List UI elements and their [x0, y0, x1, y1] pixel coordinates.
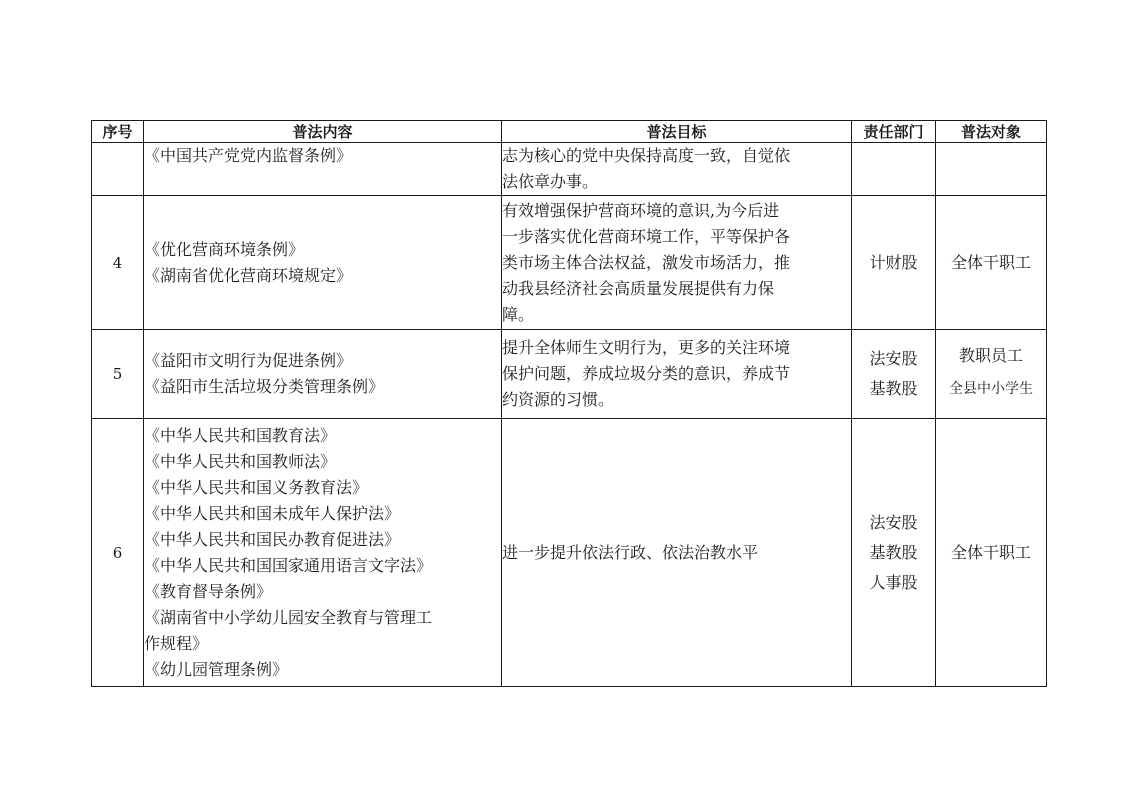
goal-line: 动我县经济社会高质量发展提供有力保	[502, 278, 775, 298]
law-item: 《中华人民共和国民办教育促进法》	[144, 529, 401, 549]
law-education-table	[91, 120, 1047, 687]
row-target	[936, 330, 1047, 419]
goal-line: 法依章办事。	[502, 172, 599, 191]
row-laws	[144, 419, 502, 687]
law-item: 《中华人民共和国国家通用语言文字法》	[144, 555, 433, 575]
row-target	[936, 419, 1047, 687]
row-num	[92, 143, 144, 196]
header-department: 责任部门	[852, 121, 936, 143]
row-target	[936, 143, 1047, 196]
law-item: 《优化营商环境条例》	[144, 239, 305, 259]
target-item: 全县中小学生	[949, 381, 1033, 397]
dept-item: 计财股	[869, 252, 918, 272]
row-num: 5	[92, 330, 144, 419]
dept-item: 基教股	[869, 542, 918, 562]
row-laws	[144, 143, 502, 196]
goal-line: 障。	[502, 304, 535, 324]
table-row	[92, 419, 1047, 687]
table-row	[92, 196, 1047, 330]
dept-item: 人事股	[869, 572, 918, 592]
row-laws	[144, 196, 502, 330]
row-dept	[852, 419, 936, 687]
law-item: 《中华人民共和国教师法》	[144, 451, 337, 471]
law-item: 《中华人民共和国未成年人保护法》	[144, 503, 401, 523]
row-target	[936, 196, 1047, 330]
row-dept	[852, 143, 936, 196]
header-target: 普法对象	[936, 121, 1047, 143]
dept-item: 法安股	[869, 349, 918, 368]
table-row	[92, 330, 1047, 419]
row-num: 6	[92, 419, 144, 687]
goal-line: 保护问题，养成垃圾分类的意识，养成节	[502, 364, 791, 383]
target-item: 全体干职工	[950, 542, 1031, 562]
law-item: 《湖南省中小学幼儿园安全教育与管理工	[144, 607, 433, 627]
law-item: 《教育督导条例》	[144, 581, 273, 601]
row-goal	[502, 143, 852, 196]
header-law-content: 普法内容	[144, 121, 502, 143]
goal-line: 志为核心的党中央保持高度一致，自觉依	[502, 146, 791, 165]
law-item: 《益阳市生活垃圾分类管理条例》	[144, 377, 385, 396]
row-num: 4	[92, 196, 144, 330]
row-dept	[852, 196, 936, 330]
law-item: 作规程》	[144, 633, 209, 653]
law-item: 《中国共产党党内监督条例》	[144, 146, 353, 165]
dept-item: 基教股	[869, 379, 918, 398]
law-item: 《中华人民共和国教育法》	[144, 425, 337, 445]
row-laws	[144, 330, 502, 419]
law-item: 《中华人民共和国义务教育法》	[144, 477, 369, 497]
target-item: 全体干职工	[950, 252, 1031, 272]
goal-line: 有效增强保护营商环境的意识,为今后进	[502, 200, 780, 220]
row-goal	[502, 419, 852, 687]
goal-line: 约资源的习惯。	[502, 390, 615, 409]
table-header-row	[92, 121, 1047, 143]
header-num: 序号	[92, 121, 144, 143]
row-dept	[852, 330, 936, 419]
row-goal	[502, 196, 852, 330]
law-item: 《幼儿园管理条例》	[144, 659, 289, 679]
table-row	[92, 143, 1047, 196]
dept-item: 法安股	[869, 512, 918, 532]
row-goal	[502, 330, 852, 419]
header-goal: 普法目标	[502, 121, 852, 143]
target-item: 教职员工	[958, 346, 1023, 365]
goal-line: 类市场主体合法权益，激发市场活力，推	[502, 252, 791, 272]
goal-line: 进一步提升依法行政、依法治教水平	[502, 542, 759, 562]
goal-line: 一步落实优化营商环境工作，平等保护各	[502, 226, 791, 246]
law-item: 《益阳市文明行为促进条例》	[144, 351, 353, 370]
law-item: 《湖南省优化营商环境规定》	[144, 265, 353, 285]
goal-line: 提升全体师生文明行为，更多的关注环境	[502, 338, 791, 357]
